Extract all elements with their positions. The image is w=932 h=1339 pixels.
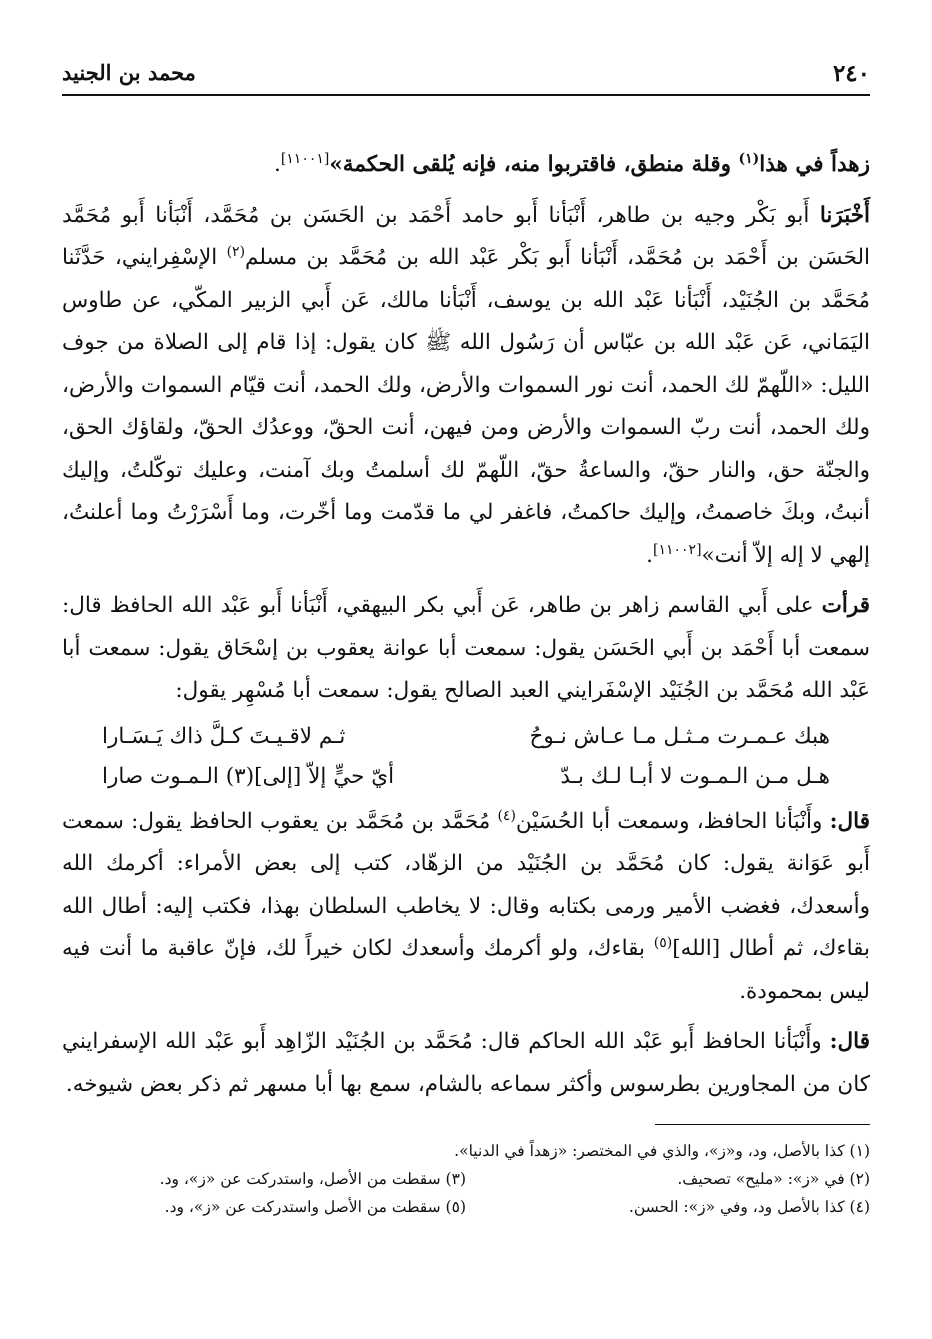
footnote-ref-1: (١) xyxy=(738,150,760,167)
para-1-text: زهداً في هذا xyxy=(759,152,870,177)
verse-first-hemistich: هـل مـن الـمـوت لا أبـا لـك بـدّ xyxy=(560,763,830,789)
main-text xyxy=(62,144,870,1106)
footnotes xyxy=(62,1137,870,1221)
para-2-lead: أَخْبَرَنا xyxy=(819,202,870,228)
para-4-rest-2: بقاءك، ولو أكرمك وأسعدك لكان خيراً لك، فإنّ عاقبة ما أنت فيه ليس بمحمودة. xyxy=(62,936,870,1004)
paragraph-4 xyxy=(62,801,870,1014)
verse-second-hemistich: أيّ حيٍّ إلاّ [إلى](٣) الـمـوت صارا xyxy=(102,763,395,789)
para-4-lead: قال: xyxy=(829,808,870,834)
verse-second-hemistich: ثـم لاقـيـتَ كـلَّ ذاك يَـسَـارا xyxy=(102,723,346,749)
para-5-text: وأَنْبَأنا الحافظ أَبو عَبْد الله الحاكم قال: مُحَمَّد بن الجُنَيْد الزّاهِد أَبو عَبْد الله الإسفرايني كان من المجاورين بطرسوس وأكثر سماعه بالشام، سمع بها أبا مسهر ثم ذكر بعض شيوخه. xyxy=(62,1029,870,1097)
para-2-end: . xyxy=(646,542,653,568)
footnote-2: (٢) في «ز»: «مليح» تصحيف. xyxy=(677,1170,870,1188)
para-2-rest: الإسْفِرايني، حَدَّثَنا مُحَمَّد بن الجُنَيْد، أَنْبَأنا عَبْد الله بن يوسف، أَنْبَأنا مالك، عَن أَبي الزبير المكّي، عن طاوس اليَمَاني، عَن عَبْد الله بن عبّاس أن رَسُول الله ﷺ كان يقول: إذا قام إلى الصلاة من جوف الليل: «اللّهمّ لك الحمد، أنت نور السموات والأرض، ولك الحمد، أنت قيّام السموات والأرض، ولك الحمد، أنت ربّ السموات والأرض ومن فيهن، أنت الحقّ، ووعدُك الحقّ، ولقاؤك الحق، والجنّة حق، والنار حقّ، والساعةُ حقّ، اللّهمّ لك أسلمتُ وبك آمنت، وعليك توكّلتُ، وإليك أنبتُ، وبكَ خاصمتُ، وإليك حاكمتُ، فاغفر لي ما قدّمت وما أخّرت، وما أَسْرَرْتُ وما أعلنتُ، إلهي لا إله إلاّ أنت» xyxy=(62,245,870,568)
para-5-lead: قال: xyxy=(829,1029,870,1054)
para-2-text: أَبو بَكْر وجيه بن طاهر، أَنْبَأنا أَبو حامد أَحْمَد بن الحَسَن بن مُحَمَّد، أَنْبَأنا أَبو مُحَمَّد الحَسَن بن أَحْمَد بن مُحَمَّد، أَنْبَأنا أَبو بَكْر عَبْد الله بن مُحَمَّد بن مسلم xyxy=(62,202,871,270)
verse-first-hemistich: هبك عـمـرت مـثـل مـا عـاش نـوحُ xyxy=(529,723,830,749)
footnote-ref-4: (٤) xyxy=(497,807,516,824)
footnote-4: (٤) كذا بالأصل ود، وفي «ز»: الحسن. xyxy=(628,1198,870,1216)
poem xyxy=(62,717,870,797)
paragraph-2 xyxy=(62,195,870,578)
paragraph-3 xyxy=(62,585,870,713)
footnote-row xyxy=(62,1137,870,1165)
hadith-number-ref: [١١٠٠٢] xyxy=(652,541,702,558)
para-4-text: وأَنْبَأنا الحافظ، وسمعت أبا الحُسَيْن xyxy=(515,808,830,834)
para-3-text: على أَبي القاسم زاهر بن طاهر، عَن أَبي بكر البيهقي، أَنْبَأنا أَبو عَبْد الله الحافظ قال: سمعت أبا أَحْمَد بن أَبي الحَسَن يقول: سمعت أبا عوانة يعقوب بن إسْحَاق يقول: سمعت أبا عَبْد الله مُحَمَّد بن الجُنَيْد الإسْفَرايني العبد الصالح يقول: سمعت أبا مُسْهِر يقول: xyxy=(62,593,870,703)
book-page xyxy=(62,60,870,1221)
page-number: ٢٤٠ xyxy=(832,60,870,87)
footnote-3: (٣) سقطت من الأصل، واستدركت عن «ز»، ود. xyxy=(159,1170,466,1188)
para-4-rest: مُحَمَّد بن مُحَمَّد بن يعقوب الحافظ يقول: سمعت أَبو عَوَانة يقول: كان مُحَمَّد بن الجُنَيْد من الزهّاد، كتب إلى بعض الأمراء: أكرمك الله وأسعدك، فغضب الأمير ورمى بكتابه وقال: لا يخاطب السلطان بهذا، فكتب إليه: أطال الله بقاءك، ثم أطال [الله] xyxy=(62,808,870,961)
footnote-row xyxy=(62,1193,870,1221)
footnote-5: (٥) سقطت من الأصل واستدركت عن «ز»، ود. xyxy=(164,1198,466,1216)
footnote-ref-2: (٢) xyxy=(226,243,246,260)
footnote-ref-5: (٥) xyxy=(653,934,673,951)
verse xyxy=(62,717,870,757)
header-rule xyxy=(62,94,870,96)
footnote-rule xyxy=(655,1124,870,1125)
paragraph-1 xyxy=(62,144,870,187)
footnote-1: (١) كذا بالأصل، ود، و«ز»، والذي في المختصر: «زهداً في الدنيا». xyxy=(454,1142,870,1160)
running-title: محمد بن الجنيد xyxy=(62,60,196,85)
para-1-end: . xyxy=(273,152,281,177)
verse xyxy=(62,757,870,797)
paragraph-5 xyxy=(62,1021,870,1106)
footnote-row xyxy=(62,1165,870,1193)
para-3-lead: قرأت xyxy=(821,593,870,618)
page-header xyxy=(62,60,870,100)
para-1-rest: وقلة منطق، فاقتربوا منه، فإنه يُلقى الحكمة» xyxy=(329,152,739,177)
hadith-number-ref: [١١٠٠١] xyxy=(280,150,330,167)
